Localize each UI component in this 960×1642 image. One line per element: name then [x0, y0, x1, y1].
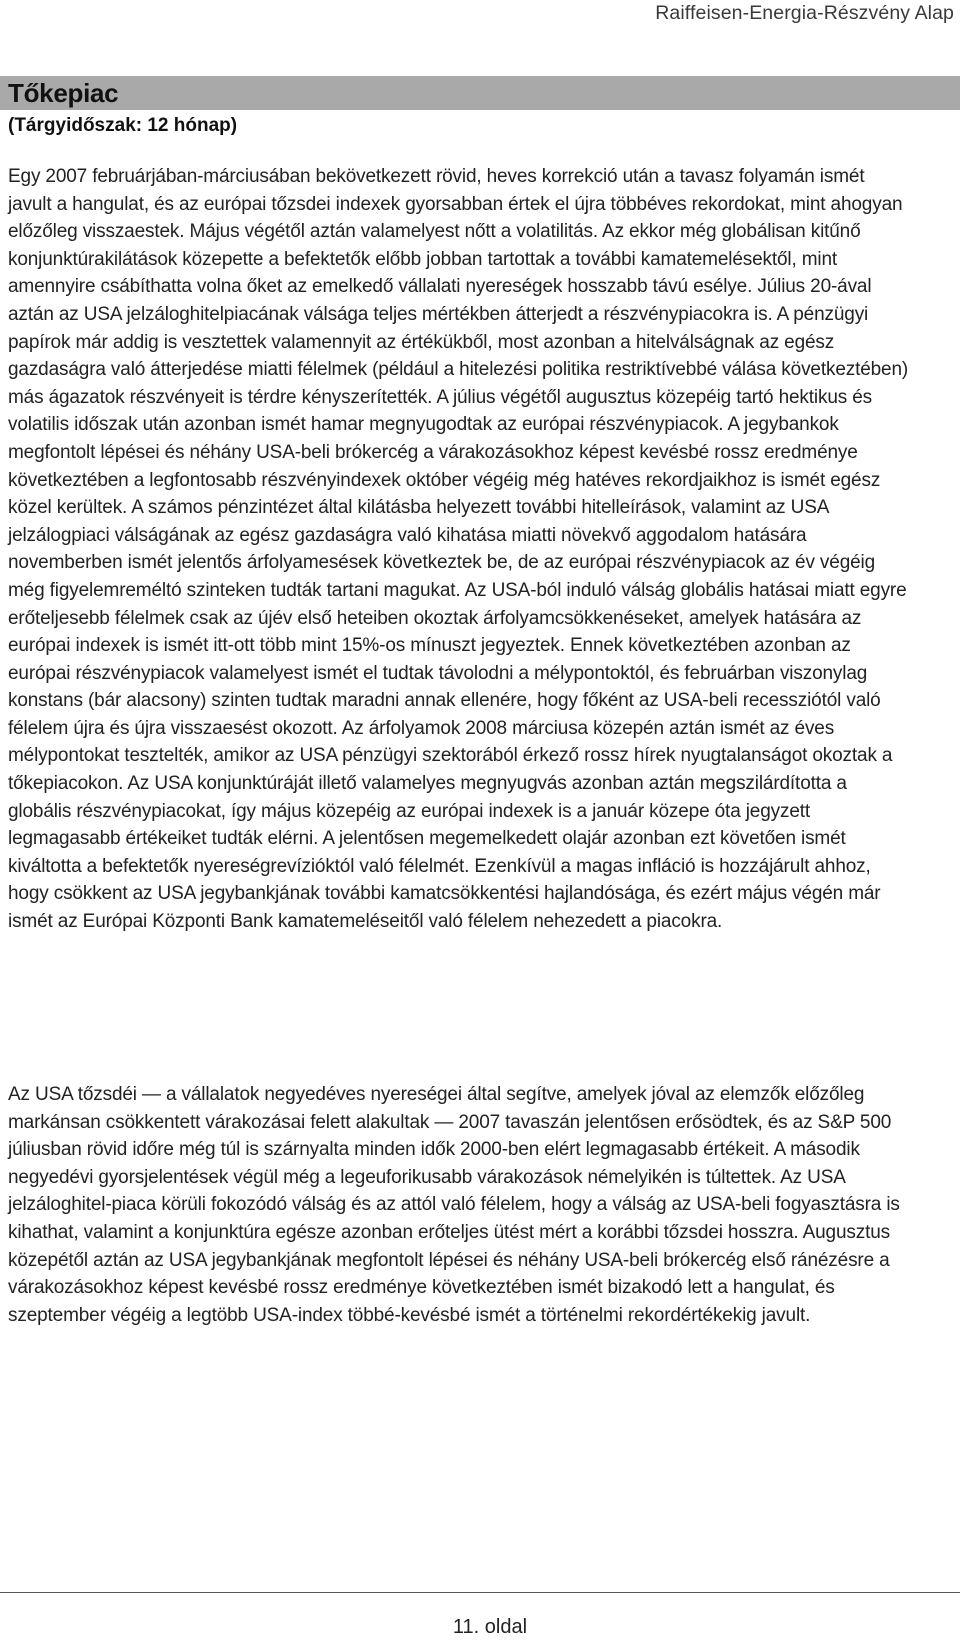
- body-paragraph: Egy 2007 februárjában-márciusában bekövetkezett rövid, heves korrekció után a tavasz folyamán ismét javult a hangulat, és az európai tőzsdei indexek gyorsabban értek el újra többéves rekordokat, mint ahogyan előzőleg visszaestek. Május végétől aztán valamelyest nőtt a volatilitás. Az ekkor még globálisan kitűnő konjunktúrakilátások közepette a befektetők előbb jobban tartottak a további kamatemelésektől, mint amennyire csábíthatta volna őket az emelkedő vállalati nyereségek hosszabb távú esélye. Július 20-ával aztán az USA jelzáloghitelpiacának válsága teljes mértékben átterjedt a részvénypiacokra is. A pénzügyi papírok már addig is vesztettek valamennyit az értékükből, most azonban a hitelválságnak az egész gazdaságra való átterjedése miatti félelmek (például a hitelezési politika restriktívebbé válása következtében) más ágazatok részvényeit is térdre kényszerítették. A július végétől augusztus közepéig tartó hektikus és volatilis időszak után azonban ismét hamar megnyugodtak az európai részvénypiacok. A jegybankok megfontolt lépései és néhány USA-beli brókercég a várakozásokhoz képest kevésbé rossz eredménye következtében a legfontosabb részvényindexek október végéig még hatéves rekordjaikhoz is ismét egész közel kerültek. A számos pénzintézet által kilátásba helyezett további hitelleírások, valamint az USA jelzálogpiaci válságának az egész gazdaságra való kihatása miatti növekvő aggodalom hatására novemberben ismét jelentős árfolyamesések következtek be, de az európai részvénypiacok az év végéig még figyelemreméltó szinteken tudták tartani magukat. Az USA-ból induló válság globális hatásai miatt egyre erőteljesebb félelmek csak az újév első heteiben okoztak árfolyamcsökkenéseket, amelyek hatására az európai indexek is ismét itt-ott több mint 15%-os mínuszt jegyeztek. Ennek következtében azonban az európai részvénypiacok valamelyest ismét el tudtak távolodni a mélypontoktól, és februárban viszonylag konstans (bár alacsony) szinten tudtak maradni annak ellenére, hogy főként az USA-beli recessziótól való félelem újra és újra visszaesést okozott. Az árfolyamok 2008 márciusa közepén aztán ismét az éves mélypontokat tesztelték, amikor az USA pénzügyi szektorából érkező rossz hírek nyugtalanságot okoztak a tőkepiacokon. Az USA konjunktúráját illető valamelyes megnyugvás azonban aztán megszilárdította a globális részvénypiacokat, így május közepéig az európai indexek is a január közepe óta jegyzett legmagasabb értékeiket tudták elérni. A jelentősen megemelkedett olajár azonban ezt követően ismét kiváltotta a befektetők nyereségrevízióktól való félelmét. Ezenkívül a magas infláció is hozzájárult ahhoz, hogy csökkent az USA jegybankjának további kamatcsökkentési hajlandósága, és ezért május végén már ismét az Európai Központi Bank kamatemeléseitől való félelem nehezedett a piacokra.: [8, 166, 909, 933]
- running-header-fund-name: Raiffeisen-Energia-Részvény Alap: [655, 2, 954, 24]
- body-paragraph: Az USA tőzsdéi — a vállalatok negyedéves nyereségei által segítve, amelyek jóval az elemzők előzőleg markánsan csökkentett várakozásai felett alakultak — 2007 tavaszán jelentősen erősödtek, és az S&P 500 júliusban rövid időre még túl is szárnyalta minden idők 2000-ben elért legmagasabb értékeit. A második negyedévi gyorsjelentések végül még a legeuforikusabb várakozások némelyikén is túltettek. Az USA jelzáloghitel-piaca körüli fokozódó válság és az attól való félelem, hogy a válság az USA-beli fogyasztásra is kihathat, valamint a konjunktúra egésze azonban erőteljes ütést mért a korábbi tőzsdei hosszra. Augusztus közepétől aztán az USA jegybankjának megfontolt lépései és néhány USA-beli brókercég első ránézésre a várakozásokhoz képest kevésbé rossz eredménye következtében ismét bizakodó lett a hangulat, és szeptember végéig a legtöbb USA-index többé-kevésbé ismét a történelmi rekordértékekig javult.: [8, 1084, 900, 1326]
- section-title: Tőkepiac: [8, 78, 119, 108]
- footer-divider: [0, 1592, 960, 1593]
- section-title-band: [0, 76, 960, 110]
- page-number: 11. oldal: [452, 1616, 528, 1638]
- section-subtitle: (Tárgyidőszak: 12 hónap): [8, 115, 238, 136]
